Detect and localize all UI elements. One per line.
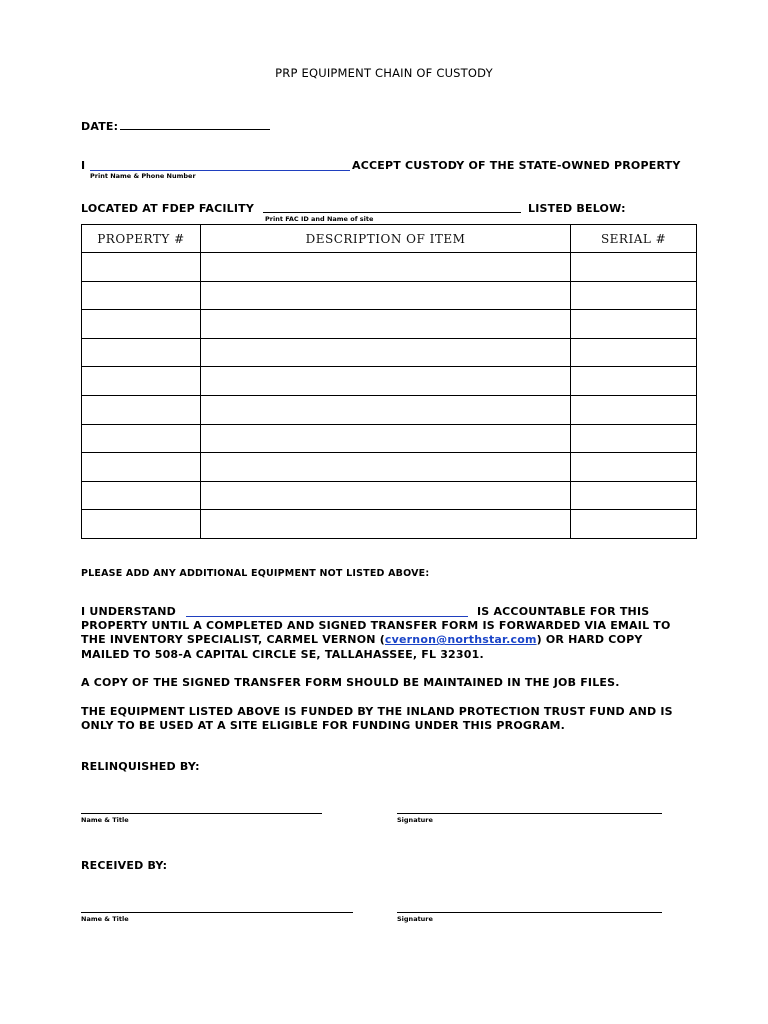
name-phone-hint: Print Name & Phone Number xyxy=(90,172,196,180)
name-phone-field[interactable] xyxy=(90,170,350,171)
received-signature-field[interactable] xyxy=(397,912,662,913)
serial-cell[interactable] xyxy=(571,453,697,482)
property-cell[interactable] xyxy=(82,424,201,453)
date-field[interactable] xyxy=(120,129,270,130)
description-cell[interactable] xyxy=(200,281,570,310)
serial-cell[interactable] xyxy=(571,424,697,453)
received-name-hint: Name & Title xyxy=(81,915,129,923)
property-cell[interactable] xyxy=(82,338,201,367)
understand-line3 xyxy=(81,633,643,646)
description-cell[interactable] xyxy=(200,453,570,482)
col-header-serial: SERIAL # xyxy=(571,225,697,253)
relinquished-name-hint: Name & Title xyxy=(81,816,129,824)
understand-line3-suffix: ) OR HARD COPY xyxy=(536,633,643,646)
understand-line3-prefix: THE INVENTORY SPECIALIST, CARMEL VERNON ( xyxy=(81,633,385,646)
received-signature-hint: Signature xyxy=(397,915,433,923)
facility-prefix: LOCATED AT FDEP FACILITY xyxy=(81,202,255,215)
table-row xyxy=(82,338,697,367)
relinquished-label: RELINQUISHED BY: xyxy=(81,760,200,773)
understand-line4: MAILED TO 508-A CAPITAL CIRCLE SE, TALLAHASSEE, FL 32301. xyxy=(81,648,484,661)
serial-cell[interactable] xyxy=(571,338,697,367)
serial-cell[interactable] xyxy=(571,481,697,510)
table-row xyxy=(82,453,697,482)
col-header-description: DESCRIPTION OF ITEM xyxy=(200,225,570,253)
serial-cell[interactable] xyxy=(571,510,697,539)
understand-line2: PROPERTY UNTIL A COMPLETED AND SIGNED TRANSFER FORM IS FORWARDED VIA EMAIL TO xyxy=(81,619,671,632)
relinquished-signature-field[interactable] xyxy=(397,813,662,814)
description-cell[interactable] xyxy=(200,481,570,510)
relinquished-name-field[interactable] xyxy=(81,813,322,814)
table-row xyxy=(82,281,697,310)
property-cell[interactable] xyxy=(82,453,201,482)
serial-cell[interactable] xyxy=(571,367,697,396)
facility-suffix: LISTED BELOW: xyxy=(528,202,626,215)
property-cell[interactable] xyxy=(82,281,201,310)
serial-cell[interactable] xyxy=(571,310,697,339)
description-cell[interactable] xyxy=(200,367,570,396)
serial-cell[interactable] xyxy=(571,395,697,424)
description-cell[interactable] xyxy=(200,338,570,367)
property-cell[interactable] xyxy=(82,510,201,539)
property-cell[interactable] xyxy=(82,367,201,396)
received-name-field[interactable] xyxy=(81,912,353,913)
facility-field[interactable] xyxy=(263,212,521,213)
email-link[interactable]: cvernon@northstar.com xyxy=(384,633,537,646)
equipment-table xyxy=(81,224,697,539)
table-row xyxy=(82,253,697,282)
understand-prefix: I UNDERSTAND xyxy=(81,605,176,618)
serial-cell[interactable] xyxy=(571,281,697,310)
table-row xyxy=(82,481,697,510)
description-cell[interactable] xyxy=(200,395,570,424)
table-row xyxy=(82,367,697,396)
date-label: DATE: xyxy=(81,120,119,133)
funding-line1: THE EQUIPMENT LISTED ABOVE IS FUNDED BY THE INLAND PROTECTION TRUST FUND AND IS xyxy=(81,705,673,718)
description-cell[interactable] xyxy=(200,510,570,539)
table-header-row xyxy=(82,225,697,253)
page-title: PRP EQUIPMENT CHAIN OF CUSTODY xyxy=(275,66,493,80)
custody-prefix: I xyxy=(81,159,86,172)
accountable-party-field[interactable] xyxy=(186,616,468,617)
col-header-property: PROPERTY # xyxy=(82,225,201,253)
custody-statement: ACCEPT CUSTODY OF THE STATE-OWNED PROPERTY xyxy=(352,159,681,172)
understand-line1-suffix: IS ACCOUNTABLE FOR THIS xyxy=(477,605,650,618)
facility-hint: Print FAC ID and Name of site xyxy=(265,215,374,223)
table-row xyxy=(82,310,697,339)
table-row xyxy=(82,424,697,453)
serial-cell[interactable] xyxy=(571,253,697,282)
property-cell[interactable] xyxy=(82,481,201,510)
copy-note: A COPY OF THE SIGNED TRANSFER FORM SHOULD BE MAINTAINED IN THE JOB FILES. xyxy=(81,676,620,689)
description-cell[interactable] xyxy=(200,424,570,453)
received-label: RECEIVED BY: xyxy=(81,859,168,872)
property-cell[interactable] xyxy=(82,310,201,339)
description-cell[interactable] xyxy=(200,310,570,339)
property-cell[interactable] xyxy=(82,395,201,424)
relinquished-signature-hint: Signature xyxy=(397,816,433,824)
table-row xyxy=(82,510,697,539)
funding-line2: ONLY TO BE USED AT A SITE ELIGIBLE FOR FUNDING UNDER THIS PROGRAM. xyxy=(81,719,566,732)
table-row xyxy=(82,395,697,424)
description-cell[interactable] xyxy=(200,253,570,282)
additional-equipment-note: PLEASE ADD ANY ADDITIONAL EQUIPMENT NOT LISTED ABOVE: xyxy=(81,568,430,579)
property-cell[interactable] xyxy=(82,253,201,282)
